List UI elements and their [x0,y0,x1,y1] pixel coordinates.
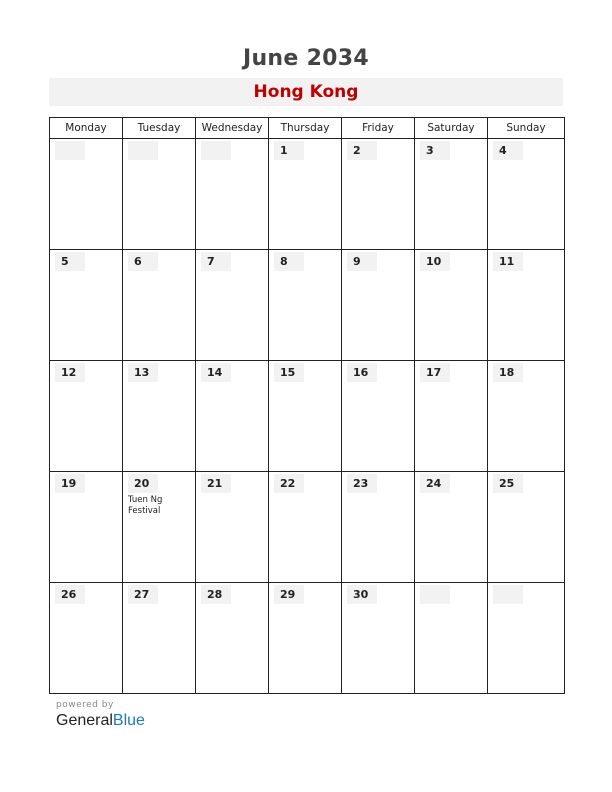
day-number: 9 [353,255,361,268]
day-number: 18 [499,366,515,379]
footer [56,700,145,730]
day-number-box [201,252,231,271]
day-number-box [493,141,523,160]
day-number: 16 [353,366,369,379]
day-number-box [274,252,304,271]
day-cell[interactable] [342,139,415,250]
day-number: 23 [353,477,369,490]
day-cell[interactable] [50,250,123,361]
empty-day-cell [415,583,488,694]
day-cell[interactable] [196,361,269,472]
weekday-header: Sunday [488,118,565,139]
day-cell[interactable] [342,361,415,472]
brand-general: General [56,712,113,729]
calendar-week-row [50,250,565,361]
day-number: 1 [280,144,288,157]
day-number-box [201,141,231,160]
day-cell[interactable] [415,472,488,583]
calendar-week-row [50,361,565,472]
calendar-week-row [50,139,565,250]
day-cell[interactable] [269,139,342,250]
day-number: 26 [61,588,77,601]
empty-day-cell [196,139,269,250]
day-cell[interactable] [342,583,415,694]
day-number: 21 [207,477,223,490]
day-number: 5 [61,255,69,268]
day-number: 10 [426,255,442,268]
powered-by-text: powered by [56,700,114,710]
day-number: 19 [61,477,77,490]
day-number: 14 [207,366,223,379]
brand-logo[interactable] [56,712,145,730]
day-number-box [128,141,158,160]
empty-day-cell [123,139,196,250]
brand-blue: Blue [112,712,145,729]
weekday-header: Monday [50,118,123,139]
empty-day-cell [488,583,565,694]
day-number: 3 [426,144,434,157]
day-number: 28 [207,588,223,601]
day-number: 12 [61,366,77,379]
day-cell[interactable] [488,139,565,250]
day-cell[interactable] [269,361,342,472]
weekday-header: Friday [342,118,415,139]
day-number-box [347,141,377,160]
day-cell[interactable] [123,361,196,472]
day-cell[interactable] [123,583,196,694]
day-number: 29 [280,588,296,601]
day-number-box [128,252,158,271]
empty-day-cell [50,139,123,250]
day-number: 4 [499,144,507,157]
day-number: 27 [134,588,150,601]
day-number: 13 [134,366,150,379]
day-cell[interactable] [50,583,123,694]
day-number: 11 [499,255,515,268]
day-cell[interactable] [415,139,488,250]
day-cell[interactable] [196,472,269,583]
day-number-box [347,252,377,271]
day-number-box [493,585,523,604]
day-number: 7 [207,255,215,268]
day-number: 24 [426,477,442,490]
day-cell[interactable] [269,472,342,583]
holiday-event: Tuen Ng Festival [128,495,163,516]
day-cell[interactable] [123,250,196,361]
weekday-header: Saturday [415,118,488,139]
day-number: 2 [353,144,361,157]
calendar-grid [49,117,565,694]
day-number: 22 [280,477,296,490]
day-cell[interactable] [488,250,565,361]
day-cell[interactable] [488,361,565,472]
day-number-box [420,141,450,160]
day-number: 15 [280,366,296,379]
region-banner [49,78,563,106]
day-cell[interactable] [269,250,342,361]
day-number: 30 [353,588,369,601]
weekday-header: Tuesday [123,118,196,139]
day-cell[interactable] [415,361,488,472]
day-cell[interactable] [342,472,415,583]
day-number-box [55,141,85,160]
calendar-week-row [50,583,565,694]
day-cell[interactable] [488,472,565,583]
day-number: 25 [499,477,515,490]
weekday-header: Thursday [269,118,342,139]
day-number-box [55,252,85,271]
day-cell[interactable] [123,472,196,583]
day-cell[interactable] [196,250,269,361]
calendar-body [50,139,565,694]
day-number: 6 [134,255,142,268]
day-number-box [420,585,450,604]
day-cell[interactable] [196,583,269,694]
day-number: 20 [134,477,150,490]
day-cell[interactable] [50,361,123,472]
day-number-box [274,141,304,160]
day-cell[interactable] [269,583,342,694]
day-cell[interactable] [50,472,123,583]
weekday-header-row [50,118,565,139]
day-cell[interactable] [342,250,415,361]
calendar-week-row [50,472,565,583]
day-cell[interactable] [415,250,488,361]
weekday-header: Wednesday [196,118,269,139]
day-number: 8 [280,255,288,268]
day-number: 17 [426,366,442,379]
region-name: Hong Kong [253,82,359,102]
page-title: June 2034 [242,46,370,71]
